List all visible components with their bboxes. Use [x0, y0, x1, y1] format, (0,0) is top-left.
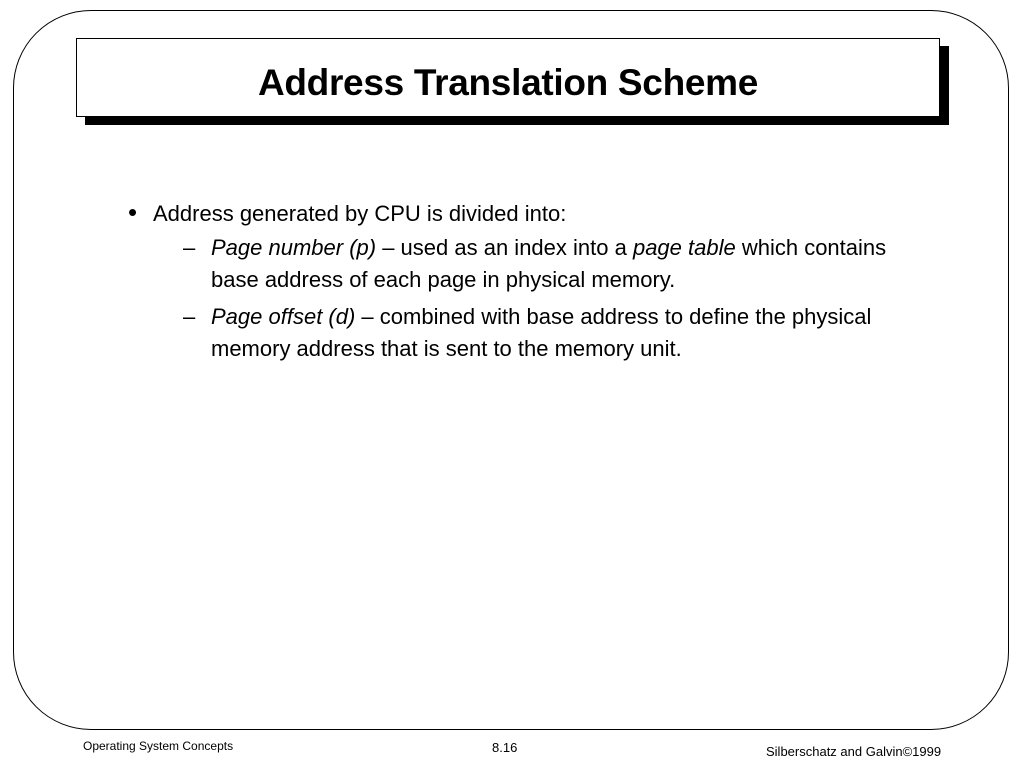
- sub-bullet-item: [128, 232, 918, 296]
- term-page-offset: Page offset (d): [211, 304, 356, 329]
- sub-bullet-text: – combined with base address to define the physical memory address that is sent to the memory unit.: [211, 304, 872, 361]
- term-page-number: Page number (p): [211, 235, 377, 260]
- sub-bullet-marker: –: [183, 304, 196, 329]
- sub-bullet-text: – used as an index into a: [376, 235, 633, 260]
- slide-title: Address Translation Scheme: [257, 61, 759, 103]
- sub-bullet-list: [128, 232, 918, 365]
- slide-content: [128, 198, 918, 370]
- bullet-item: [128, 198, 918, 230]
- sub-bullet-text: which contains base address of each page in physical memory.: [211, 235, 887, 292]
- footer-page-number: 8.16: [492, 740, 518, 755]
- bullet-text: Address generated by CPU is divided into:: [153, 201, 567, 226]
- title-box: [76, 38, 940, 117]
- footer-copyright: Silberschatz and Galvin©1999: [766, 744, 942, 759]
- term-page-table: page table: [632, 235, 736, 260]
- sub-bullet-marker: –: [183, 235, 196, 260]
- bullet-marker: •: [128, 197, 138, 227]
- sub-bullet-item: [128, 301, 918, 365]
- footer-course-title: Operating System Concepts: [83, 739, 234, 753]
